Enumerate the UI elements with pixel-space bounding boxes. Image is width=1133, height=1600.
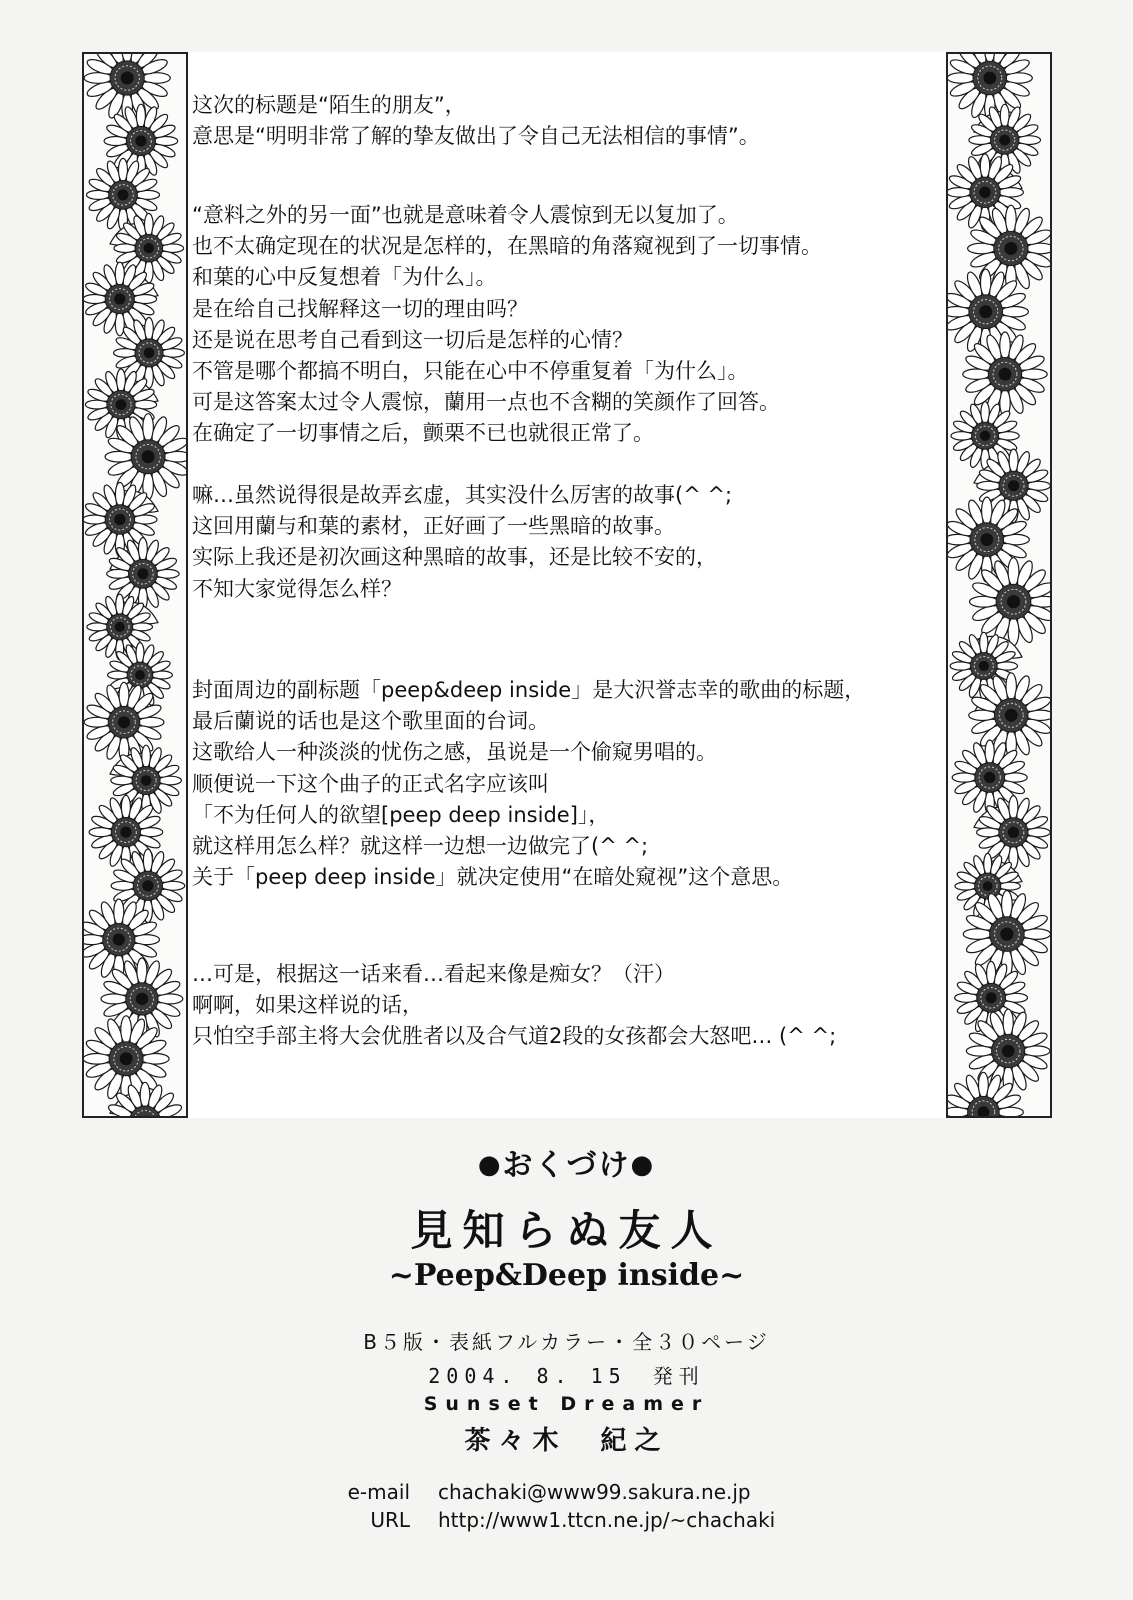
sunflower-icon — [970, 558, 1051, 646]
bullet-icon: ● — [630, 1150, 656, 1180]
text-line: 关于「peep deep inside」就决定使用“在暗处窥视”这个意思。 — [192, 865, 794, 890]
text-line: 可是这答案太过令人震惊，蘭用一点也不含糊的笑颜作了回答。 — [192, 390, 780, 415]
paragraph-1 — [192, 90, 760, 152]
sunflower-icon — [969, 104, 1041, 176]
text-line: 在确定了一切事情之后，颤栗不已也就很正常了。 — [192, 421, 654, 446]
colophon-heading — [0, 1140, 1133, 1184]
text-line: 和葉的心中反复想着「为什么」。 — [192, 265, 497, 290]
text-line: 不管是哪个都搞不明白，只能在心中不停重复着「为什么」。 — [192, 359, 749, 384]
text-line: 只怕空手部主将大会优胜者以及合气道2段的女孩都会大怒吧… (^ ^; — [192, 1024, 837, 1049]
sunflower-icon — [963, 332, 1047, 416]
sunflower-border-right — [946, 52, 1052, 1118]
text-line: 实际上我还是初次画这种黑暗的故事，还是比较不安的， — [192, 545, 717, 570]
text-line: 这回用蘭与和葉的素材，正好画了一些黑暗的故事。 — [192, 514, 675, 539]
text-line: 顺便说一下这个曲子的正式名字应该叫 — [192, 771, 549, 796]
sunflower-icon — [969, 673, 1050, 758]
author-name: 茶々木 紀之 — [464, 1426, 669, 1456]
email-label: e-mail — [347, 1480, 410, 1504]
book-subtitle: ~Peep&Deep inside~ — [388, 1258, 745, 1293]
book-title: 見知らぬ友人 — [410, 1206, 723, 1255]
text-line: 嘛…虽然说得很是故弄玄虚，其实没什么厉害的故事(^ ^; — [192, 483, 733, 507]
email-address: chachaki@www99.sakura.ne.jp — [438, 1480, 751, 1504]
website-url: http://www1.ttcn.ne.jp/~chachaki — [438, 1508, 776, 1532]
text-line: 这歌给人一种淡淡的忧伤之感，虽说是一个偷窥男唱的。 — [192, 740, 717, 765]
circle-name: Sunset Dreamer — [423, 1393, 710, 1415]
text-line: 封面周边的副标题「peep&deep inside」是大沢誉志幸的歌曲的标题， — [192, 678, 866, 702]
sunflower-icon — [84, 899, 159, 980]
text-line: 最后蘭说的话也是这个歌里面的台词。 — [192, 709, 549, 734]
paragraph-5 — [192, 959, 836, 1053]
text-line: 「不为任何人的欲望[peep deep inside]」， — [192, 802, 610, 827]
text-line: 不知大家觉得怎么样？ — [192, 576, 402, 601]
paragraph-2 — [192, 200, 822, 450]
text-line: “意料之外的另一面”也就是意味着令人震惊到无以复加了。 — [192, 203, 739, 227]
text-line: 这次的标题是“陌生的朋友”， — [192, 93, 466, 117]
sunflower-pattern-left — [84, 54, 186, 1116]
paragraph-4 — [192, 675, 865, 893]
text-line: 就这样用怎么样？就这样一边想一边做完了(^ ^; — [192, 834, 649, 859]
text-line: 还是说在思考自己看到这一切后是怎样的心情？ — [192, 327, 633, 352]
email-row — [300, 1480, 751, 1504]
url-label: URL — [370, 1508, 410, 1532]
sunflower-icon — [84, 682, 164, 762]
afterword-text-panel — [188, 52, 946, 1118]
paragraph-3 — [192, 480, 732, 605]
colophon-heading-text: おくづけ — [502, 1148, 631, 1183]
sunflower-icon — [968, 205, 1050, 292]
bullet-icon: ● — [477, 1150, 503, 1180]
book-spec: B５版・表紙フルカラー・全３０ページ — [363, 1330, 770, 1354]
sunflower-border-left — [82, 52, 188, 1118]
text-line: 啊啊，如果这样说的话， — [192, 993, 423, 1018]
text-line: 是在给自己找解释这一切的理由吗？ — [192, 296, 528, 321]
text-line: 也不太确定现在的状况是怎样的，在黑暗的角落窥视到了一切事情。 — [192, 234, 822, 259]
text-line: …可是，根据这一话来看…看起来像是痴女？（汗） — [192, 962, 675, 986]
publication-date: 2004. 8. 15 発刊 — [428, 1364, 705, 1388]
sunflower-pattern-right — [948, 54, 1050, 1116]
text-line: 意思是“明明非常了解的挚友做出了令自己无法相信的事情”。 — [192, 124, 760, 149]
url-row — [300, 1508, 775, 1532]
